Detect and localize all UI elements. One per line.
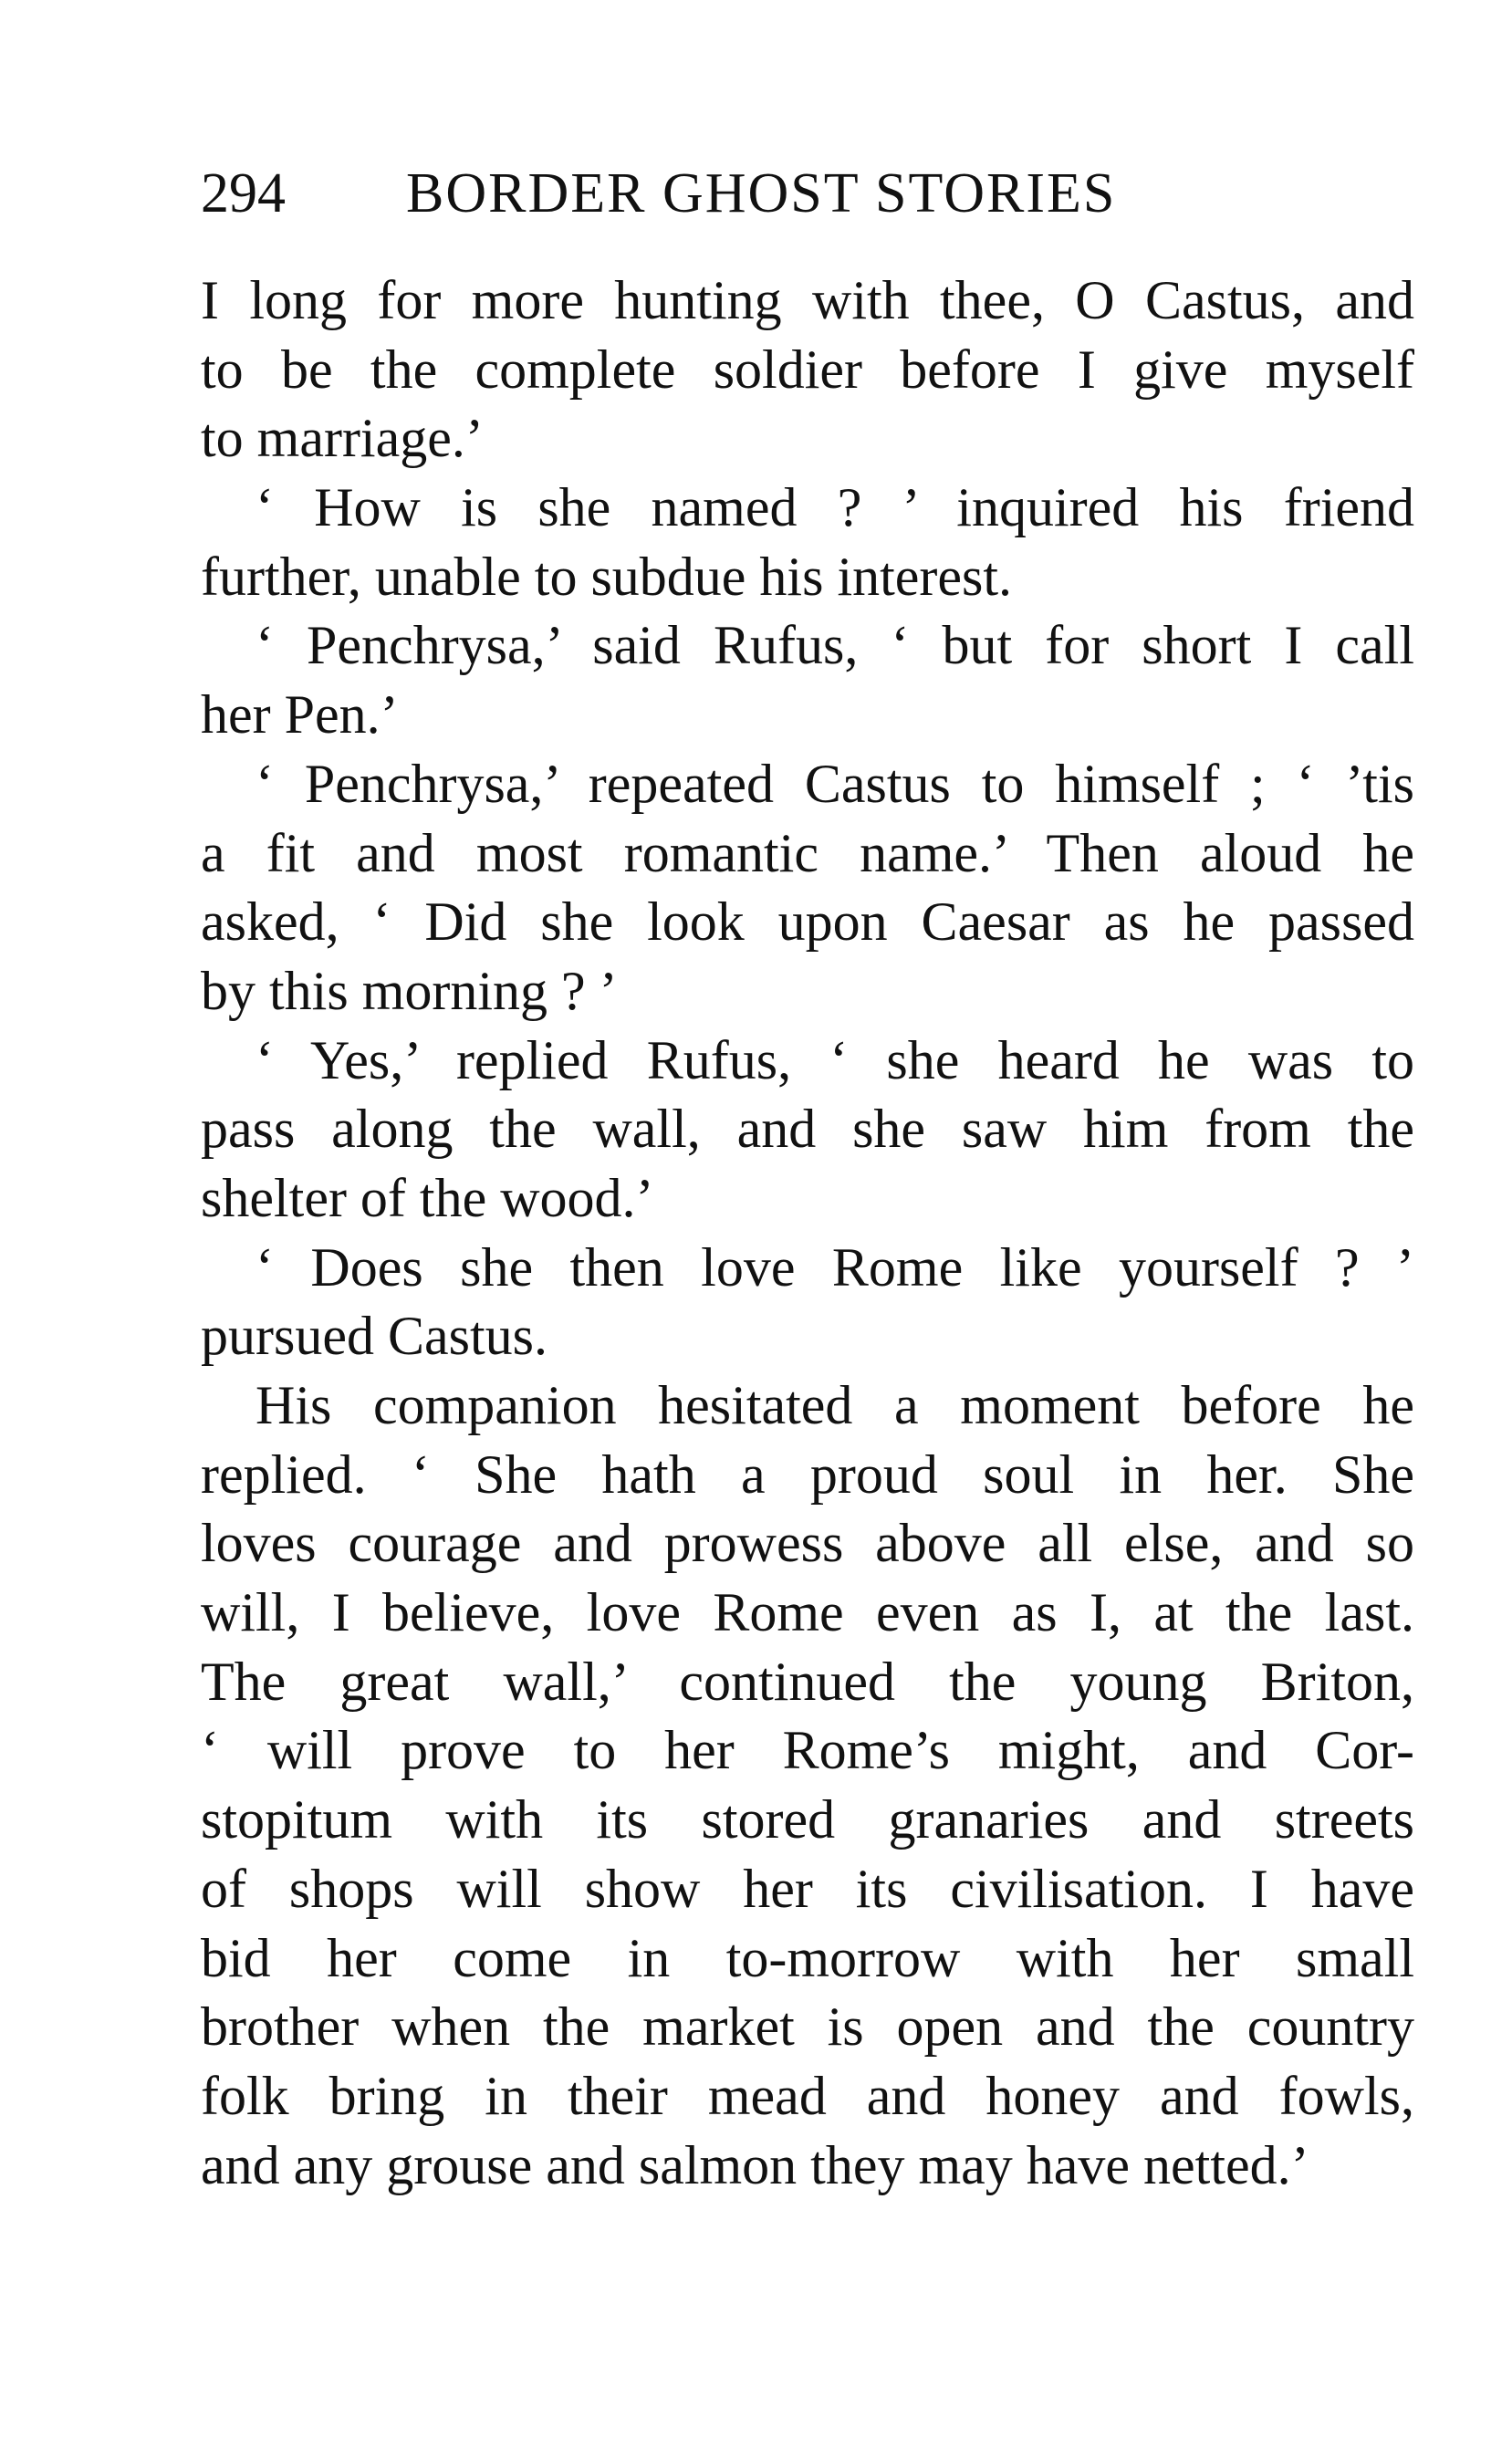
paragraph-7 bbox=[201, 1371, 1414, 2200]
text-line: pursued Castus. bbox=[201, 1306, 547, 1367]
text-line: ‘ Does she then love Rome like yourself ? ’ bbox=[255, 1236, 1414, 1298]
text-line: The great wall,’ continued the young Briton, bbox=[201, 1651, 1414, 1712]
text-line: replied. ‘ She hath a proud soul in her. She bbox=[201, 1444, 1414, 1505]
text-line: of shops will show her its civilisation. I have bbox=[201, 1858, 1414, 1919]
text-line: will, I believe, love Rome even as I, at the last. bbox=[201, 1582, 1414, 1643]
running-head bbox=[201, 157, 1423, 230]
text-line: His companion hesitated a moment before he bbox=[255, 1375, 1414, 1435]
text-line: shelter of the wood.’ bbox=[201, 1167, 654, 1228]
paragraph-3 bbox=[201, 611, 1414, 749]
page-number: 294 bbox=[201, 162, 286, 224]
text-line: loves courage and prowess above all else, and so bbox=[201, 1513, 1414, 1574]
text-line: further, unable to subdue his interest. bbox=[201, 546, 1013, 607]
paragraph-5 bbox=[201, 1027, 1414, 1234]
paragraph-6 bbox=[201, 1234, 1414, 1371]
text-line: ‘ Yes,’ replied Rufus, ‘ she heard he was to bbox=[255, 1029, 1414, 1090]
paragraph-2 bbox=[201, 474, 1414, 611]
text-line: I long for more hunting with thee, O Castus, and bbox=[201, 270, 1414, 330]
text-line: pass along the wall, and she saw him from the bbox=[201, 1099, 1414, 1160]
body-text bbox=[201, 266, 1414, 2200]
paragraph-4 bbox=[201, 750, 1414, 1027]
text-line: to be the complete soldier before I give myself bbox=[201, 339, 1414, 400]
text-line: stopitum with its stored granaries and streets bbox=[201, 1789, 1414, 1850]
text-line: ‘ will prove to her Rome’s might, and Cor- bbox=[201, 1720, 1414, 1781]
text-line: folk bring in their mead and honey and fowls, bbox=[201, 2065, 1414, 2126]
text-line: ‘ Penchrysa,’ repeated Castus to himself ; ‘ ’tis bbox=[255, 753, 1414, 814]
paragraph-1 bbox=[201, 266, 1414, 474]
text-line: asked, ‘ Did she look upon Caesar as he passed bbox=[201, 891, 1414, 953]
text-line: by this morning ? ’ bbox=[201, 960, 618, 1021]
text-line: a fit and most romantic name.’ Then aloud he bbox=[201, 822, 1414, 883]
text-line: bid her come in to-morrow with her small bbox=[201, 1927, 1414, 1988]
text-line: ‘ Penchrysa,’ said Rufus, ‘ but for short I call bbox=[255, 615, 1414, 676]
text-line: ‘ How is she named ? ’ inquired his friend bbox=[255, 477, 1414, 538]
text-line: to marriage.’ bbox=[201, 408, 484, 469]
book-title: BORDER GHOST STORIES bbox=[406, 162, 1117, 224]
text-line: and any grouse and salmon they may have netted.’ bbox=[201, 2134, 1309, 2195]
text-line: brother when the market is open and the country bbox=[201, 1996, 1414, 2058]
text-line: her Pen.’ bbox=[201, 684, 399, 745]
